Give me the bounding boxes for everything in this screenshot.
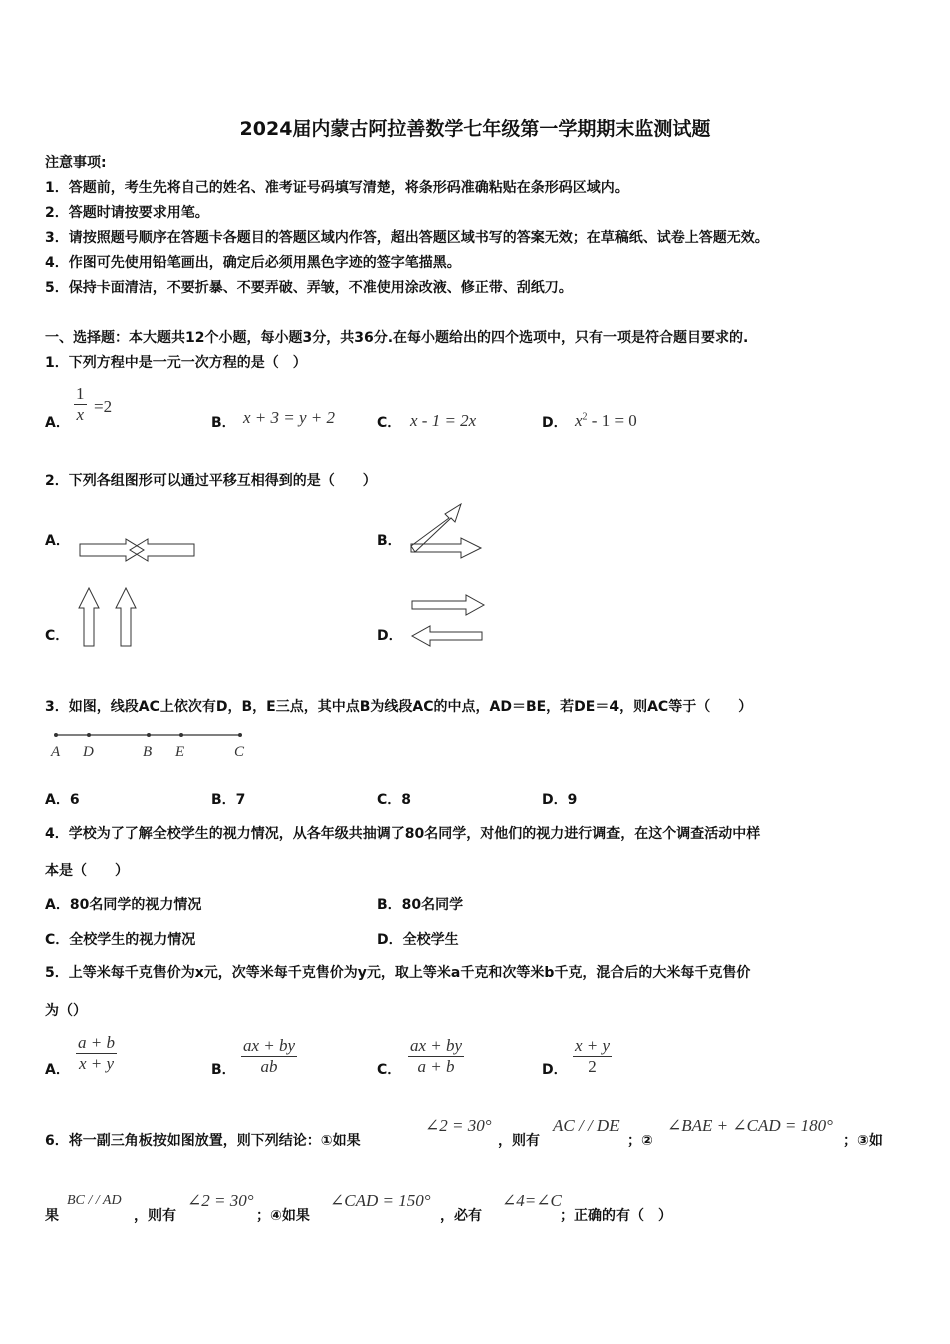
q2-option-c-label: C． (45, 628, 70, 644)
q5-option-b-label: B． (211, 1062, 236, 1078)
q3-option-b: B．7 (211, 792, 246, 808)
question-6-stem-part: ，则有 (134, 1208, 176, 1224)
q4-option-d: D．全校学生 (377, 932, 459, 948)
fraction-numerator: a + b (78, 1033, 115, 1052)
q4-option-c: C．全校学生的视力情况 (45, 932, 196, 948)
notice-item: 4．作图可先使用铅笔画出，确定后必须用黑色字迹的签字笔描黑。 (45, 255, 461, 271)
q6-math-angle4: ∠4=∠C (502, 1191, 562, 1210)
fraction-numerator: ax + by (243, 1036, 296, 1055)
fraction-denominator: ab (241, 1056, 297, 1077)
notice-item: 5．保持卡面清洁，不要折暴、不要弄破、弄皱，不准使用涂改液、修正带、刮纸刀。 (45, 280, 573, 296)
question-6-stem-part: ；正确的有（ ） (560, 1208, 672, 1224)
q6-math-angle2: ∠2 = 30° (425, 1116, 492, 1135)
q2-option-b-label: B． (377, 533, 402, 549)
label-e: E (175, 744, 185, 760)
fraction-denominator: x + y (76, 1053, 117, 1074)
point-a (54, 733, 58, 737)
fraction-numerator: ax + by (410, 1036, 463, 1055)
q5-option-c-label: C． (377, 1062, 402, 1078)
q1-option-c-label: C． (377, 415, 402, 431)
q2-figure-a (78, 536, 198, 564)
q3-segment-figure (48, 728, 258, 762)
q2-figure-b (405, 500, 487, 560)
question-6-stem-part: ；③如 (843, 1133, 883, 1149)
q6-math-ac-de: AC / / DE (553, 1116, 620, 1135)
q2-option-a-label: A． (45, 533, 70, 549)
question-6-stem-part: 果 (45, 1208, 59, 1224)
notice-item: 2．答题时请按要求用笔。 (45, 205, 209, 221)
question-4-stem: 4．学校为了了解全校学生的视力情况，从各年级共抽调了80名同学，对他们的视力进行调查，在这个调查活动中样 (45, 826, 761, 842)
fraction-numerator: x + y (575, 1036, 611, 1055)
q6-math-bc-ad: BC / / AD (67, 1193, 122, 1208)
q5-option-d-fraction (573, 1036, 612, 1077)
q5-option-a-label: A． (45, 1062, 70, 1078)
notice-item: 1．答题前，考生先将自己的姓名、准考证号码填写清楚，将条形码准确粘贴在条形码区域内。 (45, 180, 629, 196)
math-rest: - 1 = 0 (587, 411, 637, 430)
question-3-stem: 3．如图，线段AC上依次有D，B，E三点，其中点B为线段AC的中点，AD＝BE，若DE＝4，则AC等于（ ） (45, 699, 753, 715)
q2-figure-d (410, 594, 490, 650)
point-d (87, 733, 91, 737)
question-6-stem-part: ；④如果 (256, 1208, 310, 1224)
question-6-stem-part: ，则有 (498, 1133, 540, 1149)
q1-option-a-rhs: =2 (94, 397, 113, 416)
fraction-numerator: 1 (76, 384, 85, 403)
question-1-stem: 1．下列方程中是一元一次方程的是（ ） (45, 355, 307, 371)
q6-math-angle2-b: ∠2 = 30° (187, 1191, 254, 1210)
q6-math-angle-cad: ∠CAD = 150° (330, 1191, 431, 1210)
q1-option-b-label: B． (211, 415, 236, 431)
q5-option-b-fraction (241, 1036, 297, 1077)
q2-figure-c (78, 586, 140, 648)
page-title: 2024届内蒙古阿拉善数学七年级第一学期期末监测试题 (239, 118, 711, 140)
label-d: D (83, 744, 94, 760)
question-6-stem-part: ，必有 (440, 1208, 482, 1224)
q1-option-a-fraction (74, 384, 87, 425)
label-c: C (234, 744, 245, 760)
q4-option-a: A．80名同学的视力情况 (45, 897, 202, 913)
question-2-stem: 2．下列各组图形可以通过平移互相得到的是（ ） (45, 473, 377, 489)
q6-math-angle-sum: ∠BAE + ∠CAD = 180° (667, 1116, 833, 1135)
question-4-stem-cont: 本是（ ） (45, 863, 129, 879)
q3-option-a: A．6 (45, 792, 80, 808)
q2-option-d-label: D． (377, 628, 403, 644)
q1-option-d-label: D． (542, 415, 568, 431)
math-var: x (575, 411, 583, 430)
q5-option-c-fraction (408, 1036, 464, 1077)
fraction-denominator: a + b (408, 1056, 464, 1077)
fraction-denominator: x (74, 404, 87, 425)
question-6-stem-part: ；② (627, 1133, 653, 1149)
question-5-stem-cont: 为（） (45, 1003, 87, 1019)
section-heading: 一、选择题：本大题共12个小题，每小题3分，共36分.在每小题给出的四个选项中，只有一项是符合题目要求的. (45, 330, 749, 346)
notice-item: 3．请按照题号顺序在答题卡各题目的答题区域内作答，超出答题区域书写的答案无效；在草稿纸、试卷上答题无效。 (45, 230, 769, 246)
label-b: B (143, 744, 153, 760)
fraction-denominator: 2 (573, 1056, 612, 1077)
point-b (147, 733, 151, 737)
point-c (238, 733, 242, 737)
q1-option-b-expr: x + 3 = y + 2 (243, 408, 336, 427)
q3-option-d: D．9 (542, 792, 578, 808)
q1-option-a-label: A． (45, 415, 70, 431)
label-a: A (51, 744, 61, 760)
question-5-stem: 5．上等米每千克售价为x元，次等米每千克售价为y元，取上等米a千克和次等米b千克，混合后的大米每千克售价 (45, 965, 751, 981)
q5-option-d-label: D． (542, 1062, 568, 1078)
question-6-stem-part: 6．将一副三角板按如图放置，则下列结论：①如果 (45, 1133, 361, 1149)
q4-option-b: B．80名同学 (377, 897, 464, 913)
q5-option-a-fraction (76, 1033, 117, 1074)
math-exponent: 2 (582, 411, 588, 423)
point-e (179, 733, 183, 737)
q3-option-c: C．8 (377, 792, 412, 808)
q1-option-d-expr (575, 411, 637, 431)
notice-heading: 注意事项: (45, 155, 107, 171)
q1-option-c-expr: x - 1 = 2x (410, 411, 477, 430)
